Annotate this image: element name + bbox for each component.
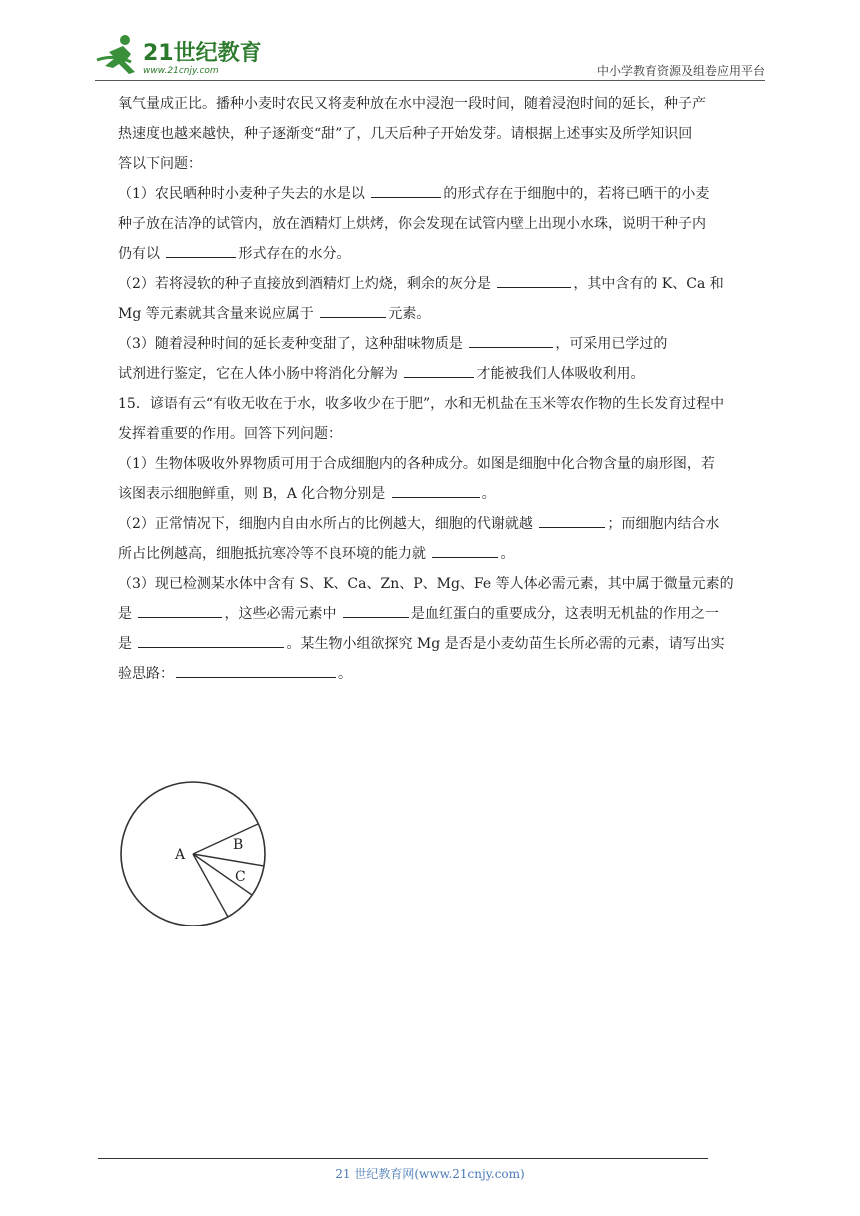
- q14-part2-cont: Mg 等元素就其含量来说应属于 元素。: [118, 299, 764, 329]
- q15-part2: （2）正常情况下，细胞内自由水所占的比例越大，细胞的代谢就越 ；而细胞内结合水: [118, 509, 764, 539]
- answer-blank[interactable]: [469, 333, 553, 348]
- q14-part1: （1）农民晒种时小麦种子失去的水是以 的形式存在于细胞中的，若将已晒干的小麦: [118, 179, 764, 209]
- q15-stem: 15．谚语有云“有收无收在于水，收多收少在于肥”，水和无机盐在玉米等农作物的生长发育过程中: [118, 396, 725, 412]
- q14-part1-cont: 仍有以 形式存在的水分。: [118, 239, 764, 269]
- platform-name: 中小学教育资源及组卷应用平台: [596, 64, 765, 78]
- compound-pie-figure: [117, 780, 267, 926]
- answer-blank[interactable]: [176, 663, 336, 678]
- q15-stem-cont: 发挥着重要的作用。回答下列问题：: [118, 426, 342, 442]
- answer-blank[interactable]: [497, 273, 571, 288]
- intro-line: 热速度也越来越快，种子逐渐变“甜”了，几天后种子开始发芽。请根据上述事实及所学知识回: [118, 126, 693, 142]
- q15-part3-cont: 验思路： 。: [118, 659, 764, 689]
- q15-part3-cont: 是 。某生物小组欲探究 Mg 是否是小麦幼苗生长所必需的元素，请写出实: [118, 629, 764, 659]
- answer-blank[interactable]: [138, 603, 222, 618]
- answer-blank[interactable]: [166, 243, 236, 258]
- footer-divider: [98, 1158, 708, 1159]
- q15-part1: （1）生物体吸收外界物质可用于合成细胞内的各种成分。如图是细胞中化合物含量的扇形图，若: [118, 456, 715, 472]
- slice-label-c: C: [235, 869, 246, 885]
- slice-label-a: A: [175, 847, 186, 863]
- page-header: [95, 30, 765, 82]
- svg-text:www.21cnjy.com: www.21cnjy.com: [143, 66, 219, 76]
- question-content: [118, 89, 764, 689]
- answer-blank[interactable]: [539, 513, 605, 528]
- q15-part3: （3）现已检测某水体中含有 S、K、Ca、Zn、P、Mg、Fe 等人体必需元素，其中属于微量元素的: [118, 576, 734, 592]
- answer-blank[interactable]: [392, 483, 480, 498]
- q14-part3-cont: 试剂进行鉴定，它在人体小肠中将消化分解为 才能被我们人体吸收利用。: [118, 359, 764, 389]
- answer-blank[interactable]: [138, 633, 284, 648]
- answer-blank[interactable]: [320, 303, 386, 318]
- q14-part3: （3）随着浸种时间的延长麦种变甜了，这种甜味物质是 ，可采用已学过的: [118, 329, 764, 359]
- intro-line: 氧气量成正比。播种小麦时农民又将麦种放在水中浸泡一段时间，随着浸泡时间的延长，种子产: [118, 96, 706, 112]
- answer-blank[interactable]: [371, 183, 441, 198]
- answer-blank[interactable]: [404, 363, 474, 378]
- answer-blank[interactable]: [343, 603, 409, 618]
- q14-part2: （2）若将浸软的种子直接放到酒精灯上灼烧，剩余的灰分是 ，其中含有的 K、Ca 和: [118, 269, 764, 299]
- q15-part2-cont: 所占比例越高，细胞抵抗寒冷等不良环境的能力就 。: [118, 539, 764, 569]
- svg-text:21世纪教育: 21世纪教育: [143, 41, 262, 66]
- slice-label-b: B: [233, 837, 244, 853]
- answer-blank[interactable]: [432, 543, 498, 558]
- q14-part1-cont: 种子放在洁净的试管内，放在酒精灯上烘烤，你会发现在试管内壁上出现小水珠，说明干种子内: [118, 216, 706, 232]
- q15-part3-cont: 是 ，这些必需元素中 是血红蛋白的重要成分，这表明无机盐的作用之一: [118, 599, 764, 629]
- intro-line: 答以下问题：: [118, 156, 202, 172]
- q15-part1-cont: 该图表示细胞鲜重，则 B，A 化合物分别是 。: [118, 479, 764, 509]
- site-logo: [95, 32, 265, 76]
- header-divider: [95, 80, 765, 81]
- footer-text: 21 世纪教育网(www.21cnjy.com): [335, 1167, 525, 1181]
